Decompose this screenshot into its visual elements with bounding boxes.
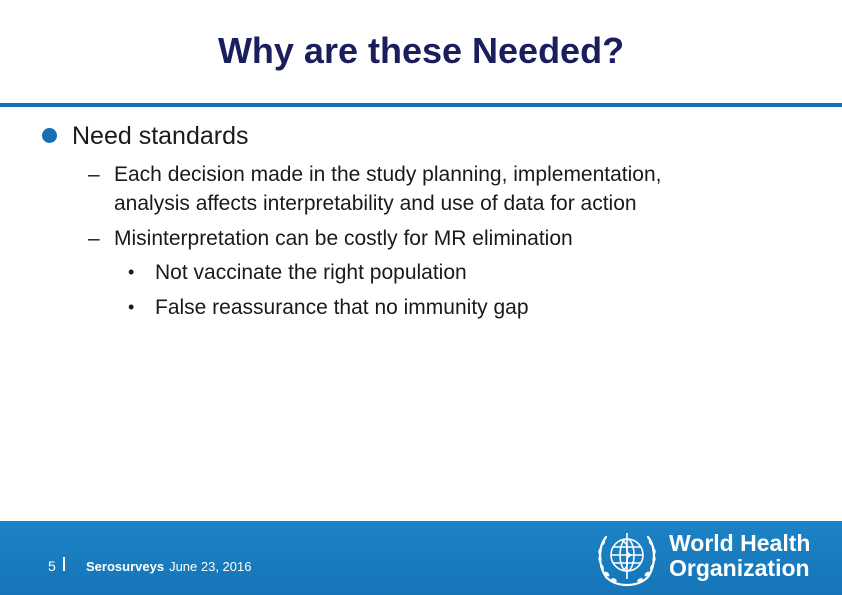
sub-sub-bullet-marker: • xyxy=(128,262,135,282)
bullet-dot-icon xyxy=(42,128,57,143)
footer-date: June 23, 2016 xyxy=(169,559,252,574)
main-bullet-text: Need standards xyxy=(72,122,249,150)
slide-footer xyxy=(0,521,842,595)
footer-topic: Serosurveys xyxy=(86,559,165,574)
organization-name-line-2: Organization xyxy=(669,555,810,581)
footer-text xyxy=(86,559,251,574)
title-divider xyxy=(0,103,842,107)
sub-bullet-marker: – xyxy=(88,227,100,250)
who-emblem-icon xyxy=(592,525,662,589)
organization-name xyxy=(669,531,810,581)
sub-bullet-2-line-1: Misinterpretation can be costly for MR elimination xyxy=(114,227,573,250)
sub-sub-bullet-marker: • xyxy=(128,297,135,317)
sub-bullet-marker: – xyxy=(88,163,100,186)
page-number: 5 xyxy=(48,558,56,574)
sub-sub-bullet-2-text: False reassurance that no immunity gap xyxy=(155,296,529,319)
page-number-divider xyxy=(63,557,65,571)
sub-sub-bullet-1-text: Not vaccinate the right population xyxy=(155,261,467,284)
sub-bullet-1-line-1: Each decision made in the study planning, implementation, xyxy=(114,163,662,186)
sub-bullet-1-line-2: analysis affects interpretability and use of data for action xyxy=(114,192,637,215)
organization-name-line-1: World Health xyxy=(669,530,811,556)
slide-title: Why are these Needed? xyxy=(217,30,625,71)
